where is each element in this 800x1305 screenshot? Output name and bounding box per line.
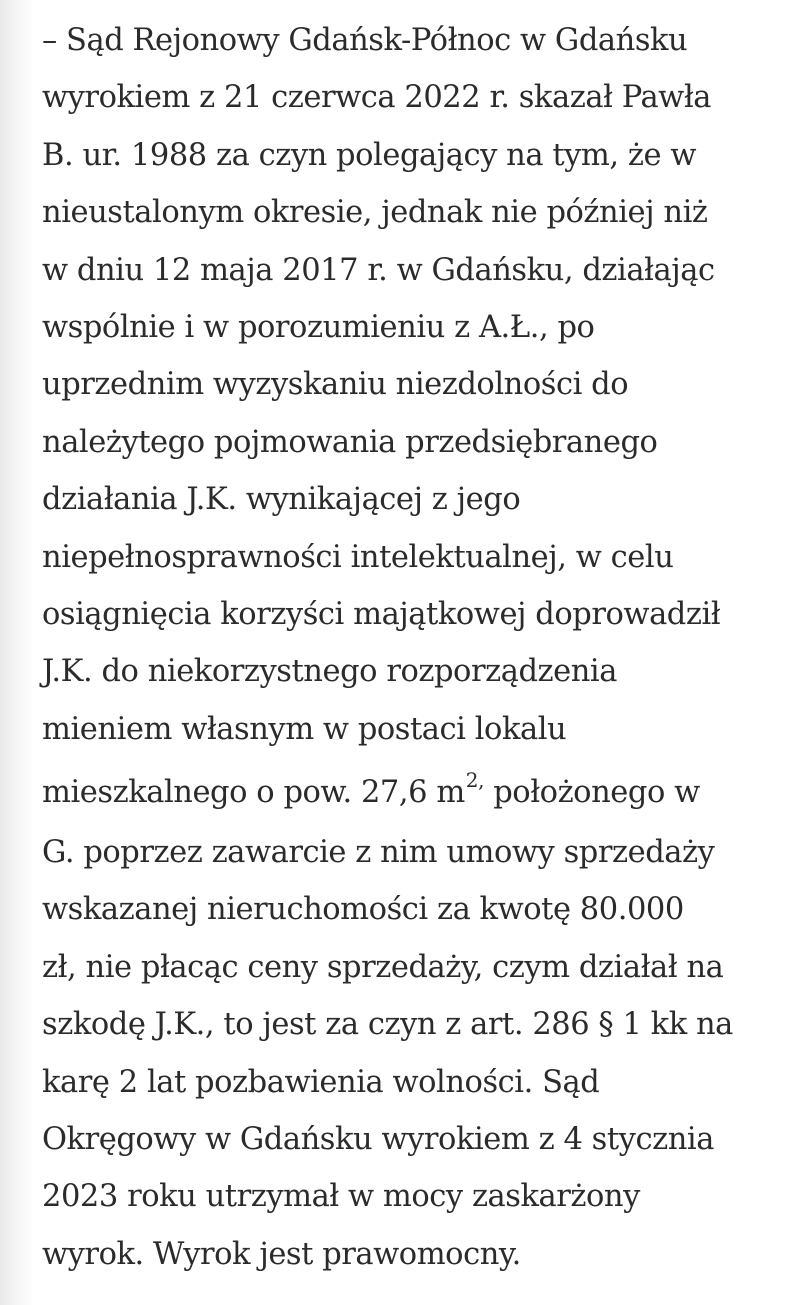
text-line: wspólnie i w porozumieniu z A.Ł., po [42, 309, 595, 345]
area-line-after: położonego w [483, 775, 700, 811]
text-line: wyrokiem z 21 czerwca 2022 r. skazał Pawła [42, 80, 712, 116]
text-line: G. poprzez zawarcie z nim umowy sprzedaży [42, 835, 715, 871]
area-superscript: 2, [465, 768, 484, 793]
text-line: B. ur. 1988 za czyn polegający na tym, że w [42, 137, 696, 173]
text-line: należytego pojmowania przedsiębranego [42, 424, 658, 460]
text-line: osiągnięcia korzyści majątkowej doprowadził [42, 596, 721, 632]
text-line: uprzednim wyzyskaniu niezdolności do [42, 367, 629, 403]
text-line: mieniem własnym w postaci lokalu [42, 711, 567, 747]
article-paragraph [42, 12, 782, 1283]
area-line-before: mieszkalnego o pow. 27,6 m [42, 775, 465, 811]
area-text-line [42, 758, 782, 824]
text-line: szkodę J.K., to jest za czyn z art. 286 § 1 kk na [42, 1007, 733, 1043]
text-line: zł, nie płacąc ceny sprzedaży, czym działał na [42, 949, 724, 985]
text-line: działania J.K. wynikającej z jego [42, 482, 521, 518]
text-line: wyrok. Wyrok jest prawomocny. [42, 1236, 521, 1272]
text-line: – Sąd Rejonowy Gdańsk-Północ w Gdańsku [42, 23, 688, 58]
text-line: Okręgowy w Gdańsku wyrokiem z 4 stycznia [42, 1122, 714, 1158]
text-line: J.K. do niekorzystnego rozporządzenia [42, 654, 617, 690]
text-line: niepełnosprawności intelektualnej, w celu [42, 539, 674, 575]
text-line: wskazanej nieruchomości za kwotę 80.000 [42, 892, 684, 928]
text-line: nieustalonym okresie, jednak nie później niż [42, 195, 708, 231]
text-line: 2023 roku utrzymał w mocy zaskarżony [42, 1179, 640, 1215]
text-line: w dniu 12 maja 2017 r. w Gdańsku, działając [42, 252, 715, 288]
text-line: karę 2 lat pozbawienia wolności. Sąd [42, 1064, 600, 1100]
